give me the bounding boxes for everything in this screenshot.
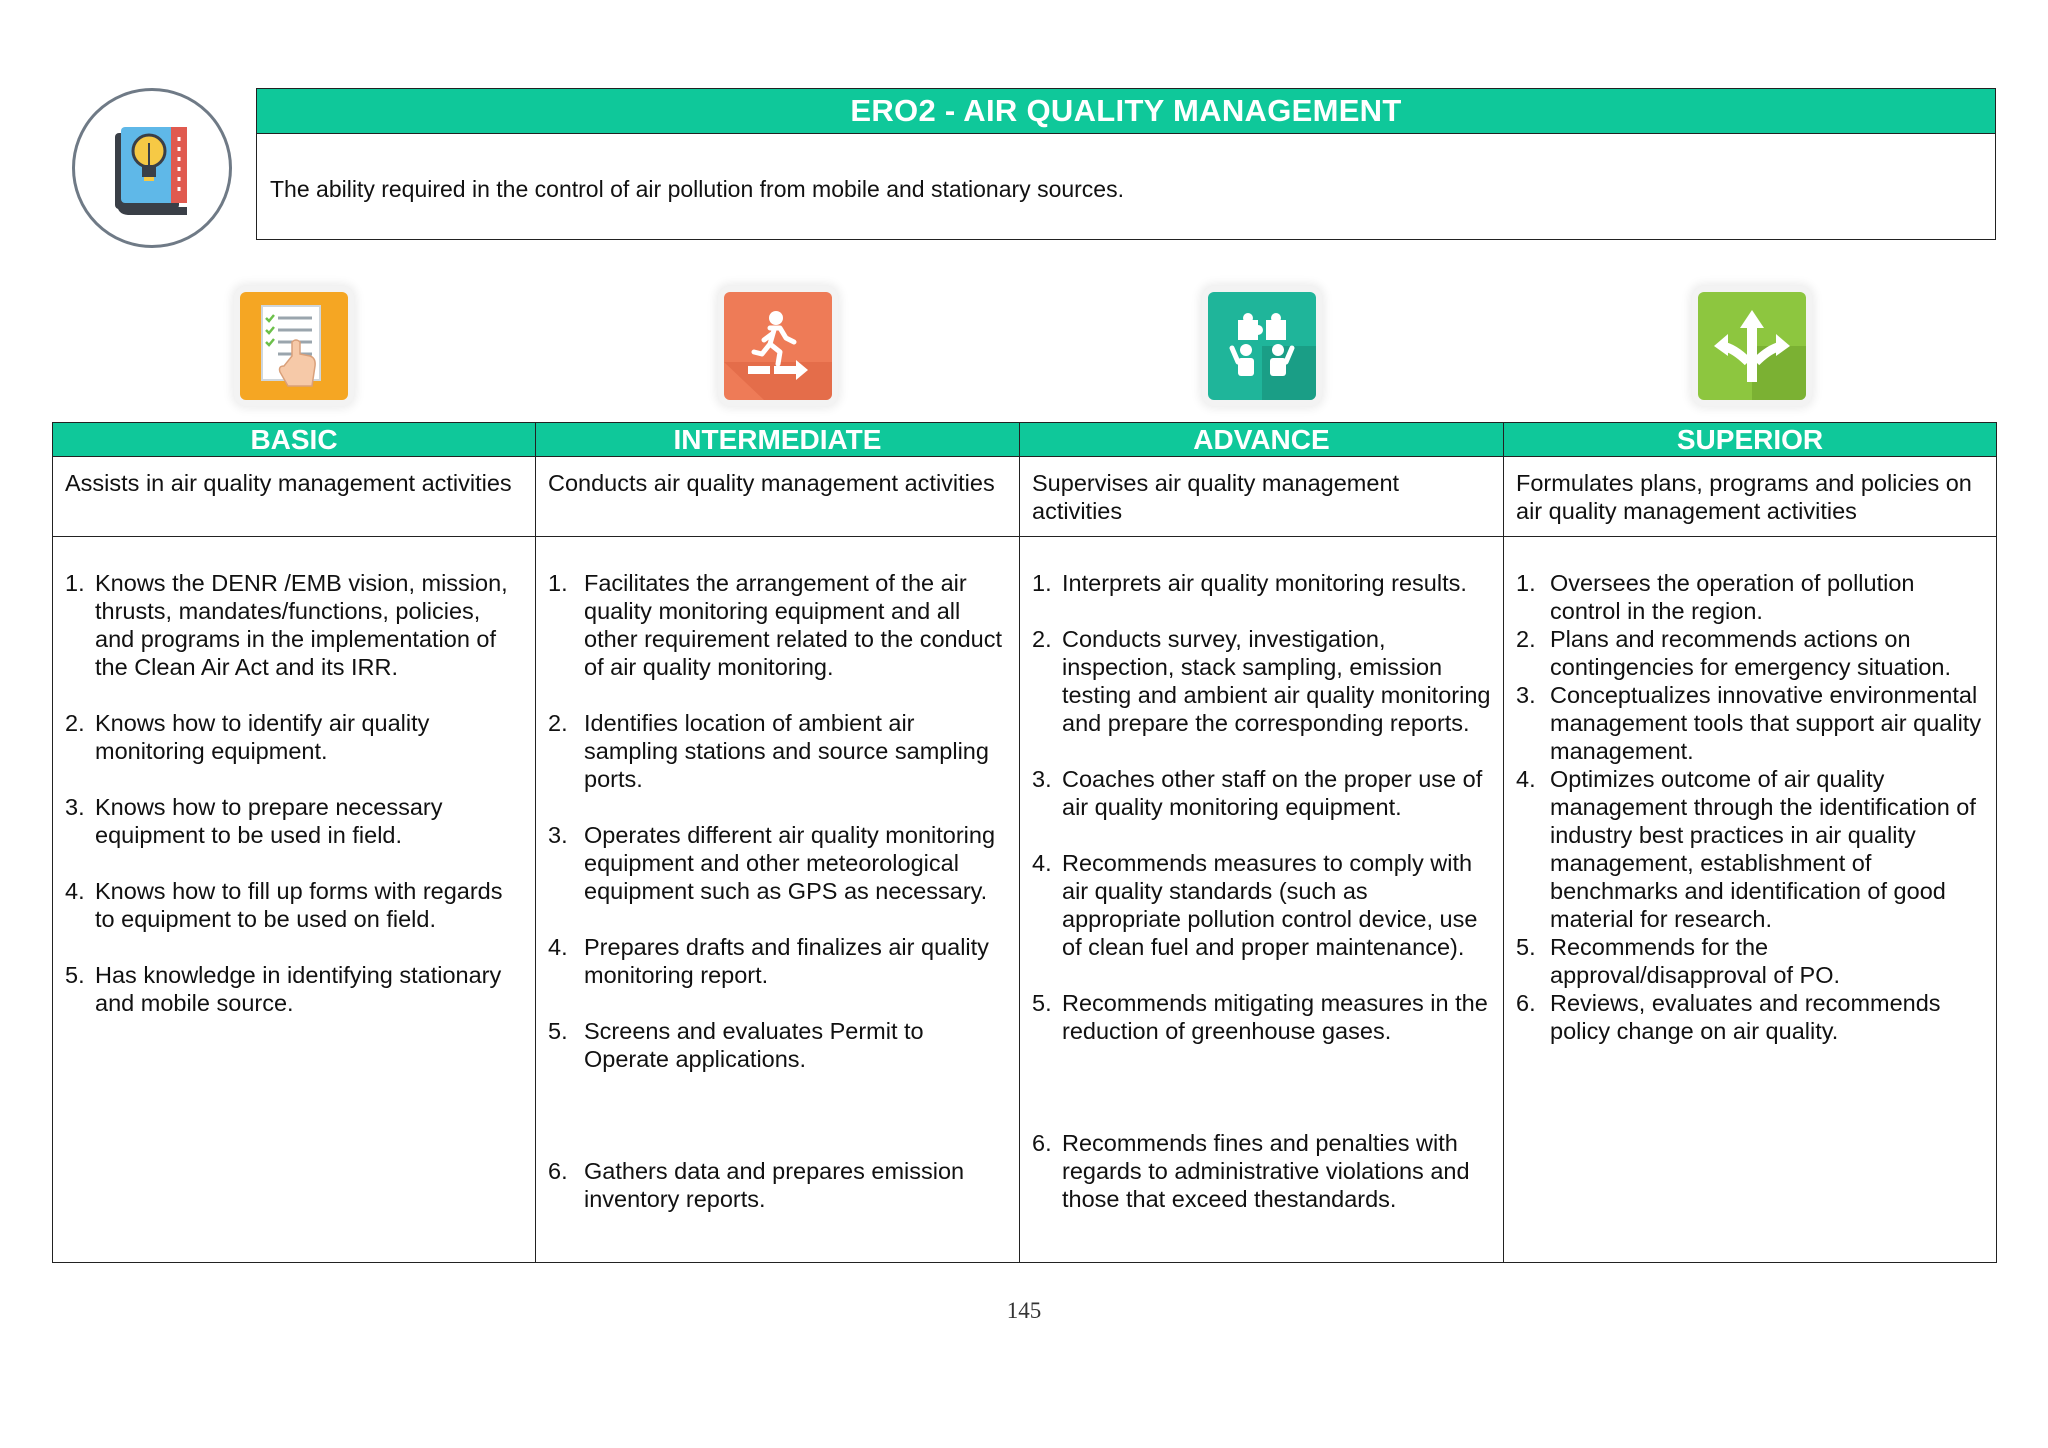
list-item: 5. Screens and evaluates Permit to Operate applications. (548, 1018, 924, 1072)
diverging-arrows-icon (1688, 282, 1816, 410)
lightbulb-book-icon (72, 88, 232, 248)
list-item: 3. Conceptualizes innovative environmental management tools that support air quality management. (1516, 682, 1982, 764)
list-item: 2. Conducts survey, investigation, inspection, stack sampling, emission testing and ambient air quality monitoring and prepare the corresponding reports. (1032, 626, 1491, 736)
level-header-advance: ADVANCE (1020, 423, 1504, 457)
levels-header-row (53, 423, 1997, 457)
page-number: 145 (1006, 1298, 1042, 1323)
list-item: 3. Knows how to prepare necessary equipment to be used in field. (65, 794, 443, 848)
teamwork-puzzle-icon (1198, 282, 1326, 410)
list-item: 1. Knows the DENR /EMB vision, mission, thrusts, mandates/functions, policies, and programs in the implementation of the Clean Air Act and its IRR. (65, 570, 508, 680)
items-basic (53, 537, 536, 1263)
summary-basic: Assists in air quality management activities (53, 457, 536, 537)
list-item: 1. Facilitates the arrangement of the air quality monitoring equipment and all other requirement related to the conduct of air quality monitoring. (548, 570, 1003, 680)
list-item: 2. Identifies location of ambient air sampling stations and source sampling ports. (548, 710, 989, 792)
list-item: 2. Plans and recommends actions on contingencies for emergency situation. (1516, 626, 1952, 680)
levels-summary-row (53, 457, 1997, 537)
page-title: ERO2 - AIR QUALITY MANAGEMENT (257, 89, 1995, 134)
list-item: 5. Recommends mitigating measures in the reduction of greenhouse gases. (1032, 990, 1488, 1044)
summary-superior: Formulates plans, programs and policies on air quality management activities (1504, 457, 1997, 537)
list-item: 6. Reviews, evaluates and recommends policy change on air quality. (1516, 990, 1941, 1044)
indicator-list (1516, 569, 1984, 1045)
list-item: 1. Oversees the operation of pollution control in the region. (1516, 570, 1915, 624)
list-item: 3. Coaches other staff on the proper use of air quality monitoring equipment. (1032, 766, 1483, 820)
indicator-list (548, 569, 1007, 1213)
list-item: 6. Gathers data and prepares emission inventory reports. (548, 1158, 965, 1212)
list-item: 4. Prepares drafts and finalizes air quality monitoring report. (548, 934, 989, 988)
levels-items-row (53, 537, 1997, 1263)
list-item: 5. Has knowledge in identifying stationary and mobile source. (65, 962, 502, 1016)
items-intermediate (536, 537, 1020, 1263)
indicator-list (1032, 569, 1491, 1213)
list-item: 2. Knows how to identify air quality monitoring equipment. (65, 710, 430, 764)
indicator-list (65, 569, 523, 1017)
list-item: 4. Optimizes outcome of air quality management through the identification of industry best practices in air quality management, establishment of benchmarks and identification of good material for research. (1516, 766, 1976, 932)
items-superior (1504, 537, 1997, 1263)
level-header-intermediate: INTERMEDIATE (536, 423, 1020, 457)
items-advance (1020, 537, 1504, 1263)
list-item: 6. Recommends fines and penalties with regards to administrative violations and those that exceed thestandards. (1032, 1130, 1470, 1212)
exit-runner-icon (714, 282, 842, 410)
competency-description: The ability required in the control of air pollution from mobile and stationary sources. (270, 176, 1124, 202)
list-item: 4. Recommends measures to comply with air quality standards (such as appropriate pollution control device, use of clean fuel and proper maintenance). (1032, 850, 1478, 960)
list-item: 3. Operates different air quality monitoring equipment and other meteorological equipment such as GPS as necessary. (548, 822, 996, 904)
list-item: 4. Knows how to fill up forms with regards to equipment to be used on field. (65, 878, 503, 932)
list-item: 1. Interprets air quality monitoring results. (1032, 570, 1467, 596)
level-header-superior: SUPERIOR (1504, 423, 1997, 457)
summary-advance: Supervises air quality management activities (1020, 457, 1504, 537)
competency-header (256, 88, 1996, 240)
summary-intermediate: Conducts air quality management activities (536, 457, 1020, 537)
competency-levels-table (52, 422, 1997, 1263)
list-item: 5. Recommends for the approval/disapproval of PO. (1516, 934, 1840, 988)
checklist-icon (230, 282, 358, 410)
level-header-basic: BASIC (53, 423, 536, 457)
